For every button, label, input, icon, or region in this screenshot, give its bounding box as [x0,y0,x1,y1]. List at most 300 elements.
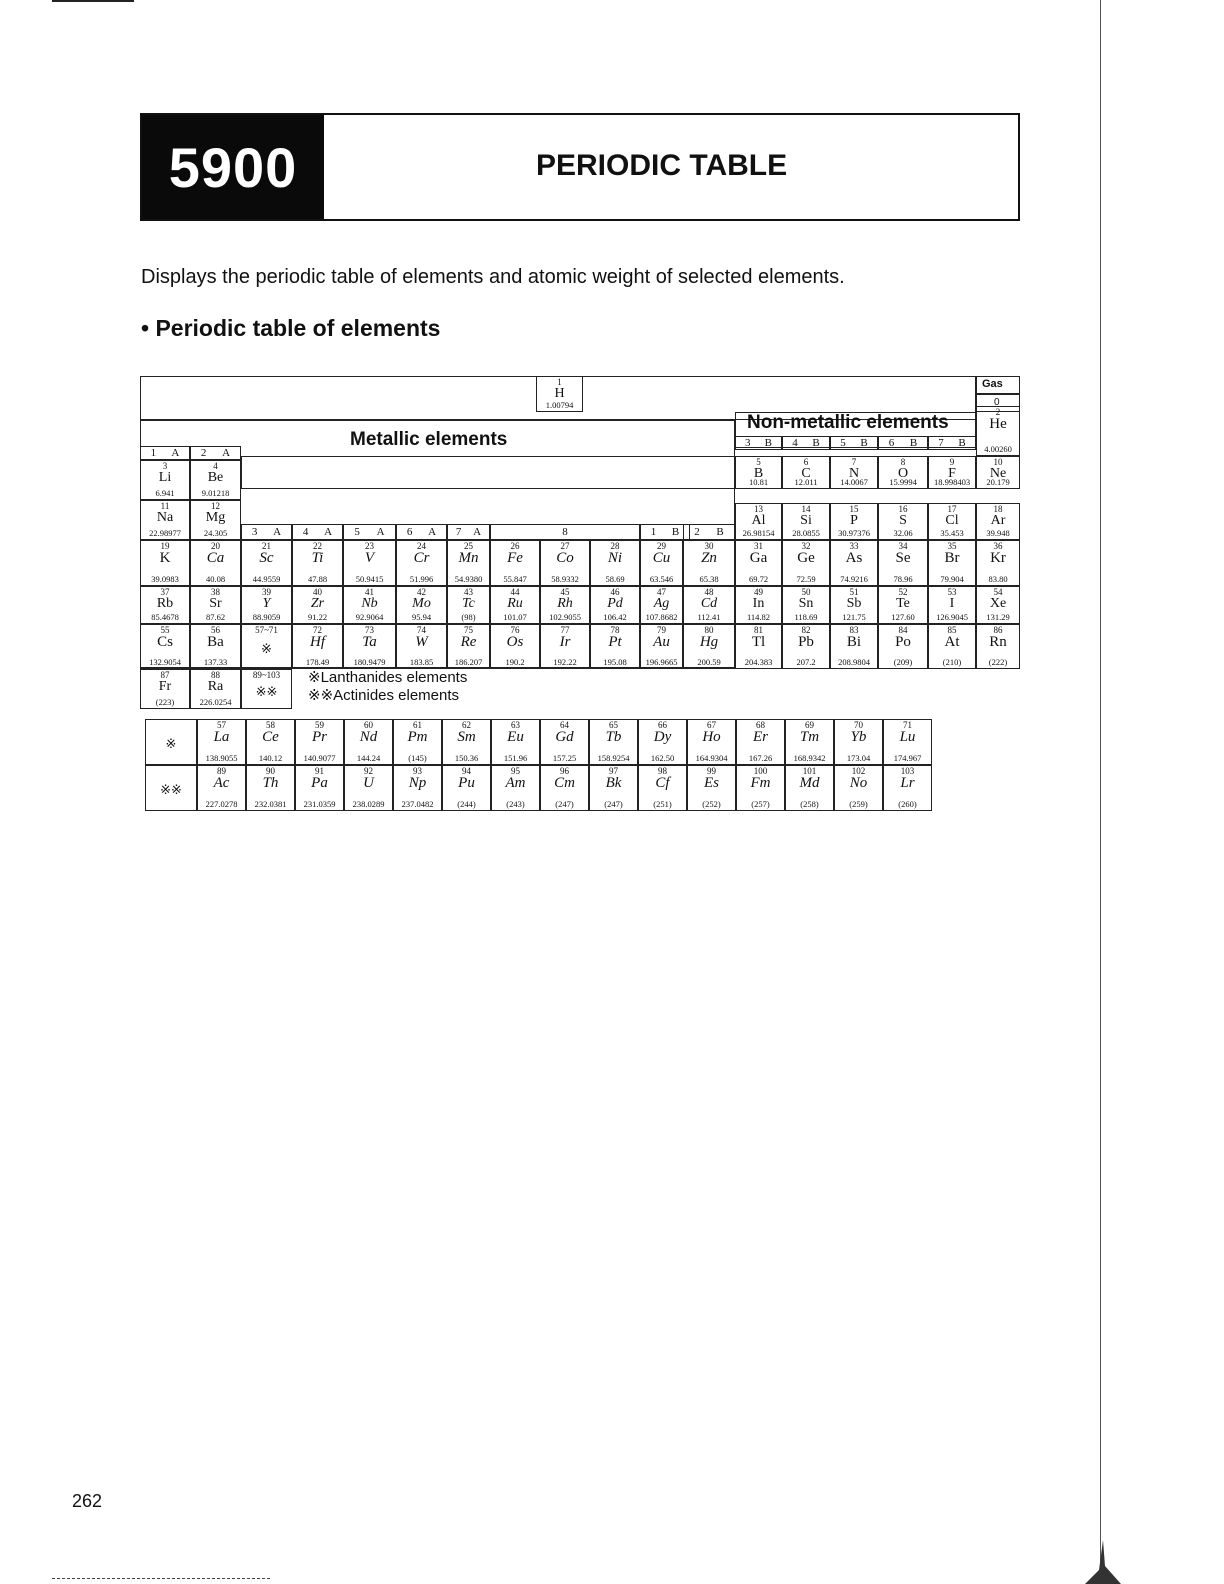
group-label-part: B [909,437,918,449]
element-cell-mn [447,540,490,586]
element-symbol: K [159,550,171,566]
atomic-number: 3 [162,461,168,471]
group-header-6b [878,436,928,450]
atomic-weight: 207.2 [796,657,816,667]
element-symbol: Ge [797,550,815,566]
atomic-number: 18 [993,504,1003,514]
atomic-number: 34 [898,541,908,551]
atomic-number: 46 [610,587,620,597]
atomic-number: 44 [510,587,520,597]
group-label-part: 6 [888,437,895,449]
atomic-number: 76 [510,625,520,635]
atomic-number: 25 [464,541,473,551]
element-cell-mo [396,586,447,624]
element-symbol: S [899,513,907,528]
atomic-number: 83 [849,625,859,635]
atomic-weight: 112.41 [697,612,721,622]
element-symbol: Th [262,775,279,791]
element-cell-pt [590,624,640,669]
element-cell-kr [976,540,1020,586]
atomic-weight: 140.9077 [303,753,336,763]
group-label-part: A [273,526,282,538]
atomic-number: 103 [900,766,915,776]
atomic-weight: 50.9415 [355,574,384,584]
element-cell-ba [190,624,241,669]
element-cell-v [343,540,396,586]
element-cell-la [197,719,246,765]
group-header-5b [830,436,878,450]
atomic-number: 100 [753,766,768,776]
element-cell-tm [785,719,834,765]
atomic-number: 5 [756,457,761,467]
atomic-weight: 162.50 [650,753,675,763]
element-symbol: Cm [554,775,575,791]
atomic-number: 63 [511,720,520,730]
group-header-2a [190,446,241,460]
element-cell-ac [197,765,246,811]
atomic-number: 54 [993,587,1003,597]
element-cell-in [735,586,782,624]
element-symbol: Tm [799,729,820,745]
element-cell-sb [830,586,878,624]
atomic-number: 91 [315,766,324,776]
element-cell-ti [292,540,343,586]
atomic-number: 42 [417,587,426,597]
lanthanides-legend: ※Lanthanides elements [308,669,468,686]
atomic-weight: 173.04 [846,753,871,763]
element-symbol: Bk [605,775,622,791]
atomic-number: 75 [464,625,473,635]
element-symbol: Xe [989,596,1007,611]
atomic-weight: 140.12 [258,753,283,763]
group-label-part: A [324,526,333,538]
element-symbol: Ta [362,634,377,650]
atomic-number: 69 [805,720,814,730]
element-symbol: Pb [798,634,814,650]
atomic-number: 66 [658,720,667,730]
atomic-number: 51 [849,587,859,597]
atomic-number: 13 [754,504,763,514]
atomic-number: 99 [707,766,716,776]
element-cell-ho [687,719,736,765]
element-cell-be [190,460,241,500]
footer-line [52,1578,270,1580]
element-symbol: Yb [850,729,867,745]
element-symbol: Br [944,550,960,566]
atomic-weight: 78.96 [893,574,913,584]
atomic-weight: 28.0855 [792,528,820,538]
element-cell-ce [246,719,295,765]
atomic-number: 55 [160,625,170,635]
element-cell-as [830,540,878,586]
atomic-weight: 12.011 [794,477,818,487]
atomic-weight: (252) [702,799,721,809]
atomic-weight: 167.26 [748,753,773,763]
group-label-part: 8 [562,526,568,538]
element-symbol: Ar [990,513,1006,528]
group-header-1a [140,446,190,460]
element-cell-np [393,765,442,811]
atomic-weight: 51.996 [409,574,434,584]
element-cell-ra [190,669,241,709]
group-header-2b [683,524,735,540]
element-symbol: Cl [945,513,959,528]
atomic-number: 48 [704,587,714,597]
atomic-weight: 226.0254 [199,697,232,707]
atomic-number: 67 [707,720,716,730]
atomic-weight: 200.59 [697,657,721,667]
element-symbol: V [364,550,375,566]
element-symbol: Sm [457,729,476,745]
element-symbol: As [845,550,863,566]
atomic-weight: 18.998403 [933,477,971,487]
atomic-number: 16 [898,504,908,514]
atomic-number: 37 [160,587,170,597]
atomic-number: 6 [803,457,809,467]
element-symbol: H [554,386,565,401]
element-symbol: Rn [989,634,1007,650]
element-symbol: At [944,634,960,650]
group-label-part: B [958,437,966,449]
atomic-weight: 30.97376 [838,528,870,538]
element-symbol: Pu [458,775,475,791]
element-symbol: I [949,596,955,611]
atomic-number: 94 [462,766,471,776]
element-cell-cf [638,765,687,811]
element-cell-os [490,624,540,669]
atomic-weight: 14.0067 [840,477,868,487]
intro-text: Displays the periodic table of elements and atomic weight of selected elements. [141,266,845,288]
atomic-weight: 186.207 [454,657,483,667]
atomic-number: 72 [313,625,322,635]
element-cell-lu [883,719,932,765]
section-title-heading: PERIODIC TABLE [536,149,788,182]
atomic-weight: 168.9342 [793,753,826,763]
element-cell-n [830,456,878,489]
atomic-weight: 87.62 [205,612,226,622]
atomic-number: 59 [315,720,324,730]
binding-mark-icon [1085,1540,1121,1584]
element-cell-cs [140,624,190,669]
atomic-weight: 183.85 [409,657,434,667]
element-cell-s [878,503,928,540]
element-symbol: Am [505,775,526,791]
element-symbol: Md [799,775,820,791]
atomic-number: 82 [801,625,811,635]
element-cell-tc [447,586,490,624]
element-cell-fm [736,765,785,811]
element-symbol: Se [895,550,911,566]
element-cell-h [536,376,583,412]
actinide-placeholder-cell [241,669,292,709]
atomic-weight: 6.941 [155,488,175,498]
group-label-part: 3 [251,526,258,538]
atomic-weight: (247) [604,799,623,809]
element-symbol: W [415,634,428,650]
element-cell-pa [295,765,344,811]
atomic-number: 38 [211,587,220,597]
element-symbol: Ca [206,550,225,566]
atomic-weight: 232.0381 [254,799,287,809]
element-cell-xe [976,586,1020,624]
element-cell-am [491,765,540,811]
element-cell-mg [190,500,241,540]
group-header-4a [292,524,343,540]
element-symbol: Cd [700,596,718,611]
atomic-weight: 178.49 [305,657,330,667]
lanthanide-range: 57~71 [255,625,278,635]
group-label-part: 4 [302,526,309,538]
atomic-weight: 58.9332 [551,574,579,584]
element-symbol: Ga [749,550,768,566]
atomic-number: 68 [756,720,765,730]
atomic-number: 22 [313,541,322,551]
element-symbol: Sn [798,596,814,611]
atomic-number: 92 [364,766,373,776]
atomic-weight: 101.07 [503,612,527,622]
element-symbol: Nb [361,596,378,611]
atomic-number: 96 [560,766,569,776]
atomic-weight: 35.453 [940,528,964,538]
element-cell-pb [782,624,830,669]
atomic-weight: 9.01218 [201,488,230,498]
element-cell-br [928,540,976,586]
atomic-number: 11 [160,501,170,511]
atomic-number: 53 [947,587,957,597]
atomic-weight: 118.69 [794,612,818,622]
element-cell-md [785,765,834,811]
atomic-weight: 151.96 [503,753,528,763]
group-header-7b [928,436,976,450]
element-symbol: Ho [702,729,721,745]
element-cell-ne [976,456,1020,489]
element-symbol: In [752,596,765,611]
element-symbol: Ni [607,550,623,566]
element-symbol: Tl [751,634,766,650]
atomic-number: 64 [560,720,569,730]
atomic-weight: (98) [461,612,476,622]
atomic-weight: 126.9045 [936,612,968,622]
atomic-weight: 1.00794 [545,400,574,410]
atomic-weight: 137.33 [203,657,228,667]
element-cell-w [396,624,447,669]
element-symbol: Na [156,510,174,525]
element-cell-cd [683,586,735,624]
atomic-number: 90 [266,766,275,776]
group-header-7a [447,524,490,540]
atomic-weight: 47.88 [307,574,328,584]
group-label-part: A [222,447,231,459]
group-label-part: 6 [406,526,413,538]
atomic-number: 21 [262,541,271,551]
zero-label: 0 [994,397,1000,408]
atomic-number: 86 [993,625,1003,635]
atomic-number: 58 [266,720,275,730]
metallic-elements-label: Metallic elements [350,429,508,450]
element-cell-nb [343,586,396,624]
atomic-weight: 26.98154 [742,528,775,538]
element-cell-pm [393,719,442,765]
section-number: 5900 [142,115,324,219]
element-cell-es [687,765,736,811]
element-symbol: Ru [507,596,523,611]
group-header-3b [735,436,782,450]
atomic-weight: 83.80 [988,574,1008,584]
element-symbol: Pt [608,634,622,650]
atomic-number: 56 [211,625,220,635]
element-symbol: Ce [262,729,279,745]
atomic-number: 20 [211,541,220,551]
element-symbol: Te [896,596,910,611]
element-symbol: Zr [310,596,325,611]
element-symbol: Pr [312,729,327,745]
atomic-weight: (209) [893,657,913,667]
element-symbol: F [948,466,956,481]
element-cell-ni [590,540,640,586]
element-cell-er [736,719,785,765]
group-label-part: 5 [354,526,360,538]
atomic-weight: 74.9216 [840,574,868,584]
atomic-number: 30 [704,541,714,551]
atomic-weight: 32.06 [893,528,913,538]
atomic-weight: (260) [898,799,917,809]
element-symbol: Er [753,729,768,745]
periodic-table-heading: • Periodic table of elements [141,315,441,341]
element-symbol: Bi [846,634,862,650]
atomic-number: 40 [313,587,322,597]
element-cell-sm [442,719,491,765]
element-cell-sn [782,586,830,624]
element-cell-zr [292,586,343,624]
element-symbol: La [213,729,230,745]
atomic-weight: 192.22 [553,657,577,667]
element-symbol: Hg [699,634,719,650]
group-label-part: B [812,437,820,449]
atomic-number: 43 [464,587,473,597]
element-cell-bk [589,765,638,811]
group-label-part: 7 [938,437,944,449]
element-symbol: Lr [900,775,915,791]
element-symbol: Mn [458,550,479,566]
atomic-number: 98 [658,766,667,776]
group-header-6a [396,524,447,540]
atomic-number: 61 [413,720,422,730]
element-symbol: Es [704,775,719,791]
atomic-number: 65 [609,720,618,730]
atomic-weight: (257) [751,799,770,809]
element-cell-pd [590,586,640,624]
element-cell-fe [490,540,540,586]
atomic-weight: 190.2 [505,657,525,667]
group-label-part: A [376,526,385,538]
atomic-number: 2 [995,407,1001,417]
element-symbol: Gd [555,729,574,745]
element-cell-ag [640,586,683,624]
actinides-legend: ※※Actinides elements [308,687,460,704]
atomic-number: 101 [802,766,817,776]
atomic-weight: 150.36 [454,753,479,763]
atomic-weight: 158.9254 [597,753,630,763]
element-symbol: Nd [359,729,378,745]
group-label-part: B [764,437,772,449]
element-symbol: Ba [207,634,224,650]
element-symbol: U [363,775,374,791]
atomic-weight: 79.904 [940,574,964,584]
element-cell-te [878,586,928,624]
element-symbol: Fr [158,679,172,694]
element-cell-pu [442,765,491,811]
atomic-weight: 15.9994 [889,477,917,487]
element-symbol: Kr [990,550,1006,566]
element-symbol: Dy [653,729,672,745]
atomic-weight: 174.967 [893,753,922,763]
atomic-weight: 131.29 [986,612,1010,622]
section-header [140,113,1020,221]
atomic-number: 50 [801,587,811,597]
element-symbol: Sb [846,596,862,611]
group-label-part: 2 [694,526,700,538]
element-symbol: Re [460,634,477,650]
element-symbol: No [849,775,868,791]
atomic-weight: 69.72 [748,574,769,584]
atomic-weight: 40.08 [205,574,226,584]
element-symbol: Mo [412,596,431,611]
atomic-number: 17 [947,504,957,514]
atomic-number: 33 [849,541,859,551]
element-cell-fr [140,669,190,709]
atomic-number: 32 [801,541,811,551]
element-cell-cm [540,765,589,811]
element-cell-ir [540,624,590,669]
atomic-weight: (244) [457,799,476,809]
atomic-number: 19 [160,541,170,551]
element-cell-zn [683,540,735,586]
periodic-table [140,376,1020,711]
element-cell-hf [292,624,343,669]
atomic-number: 29 [657,541,666,551]
lanthanide-placeholder-cell [241,624,292,669]
group-label-part: 5 [840,437,846,449]
atomic-number: 7 [851,457,857,467]
atomic-weight: (210) [942,657,962,667]
atomic-number: 97 [609,766,618,776]
atomic-weight: 180.9479 [353,657,386,667]
atomic-weight: 144.24 [356,753,381,763]
element-symbol: Ac [213,775,230,791]
element-symbol: Sr [209,596,222,611]
atomic-number: 93 [413,766,422,776]
group-label-part: B [716,526,724,538]
element-cell-y [241,586,292,624]
atomic-weight: 204.383 [744,657,773,667]
element-cell-sr [190,586,241,624]
group-label-part: A [428,526,437,538]
atomic-weight: 114.82 [746,612,771,622]
element-symbol: Ti [311,550,324,566]
element-cell-dy [638,719,687,765]
element-symbol: Po [895,634,911,650]
atomic-weight: 121.75 [842,612,866,622]
atomic-number: 4 [213,461,218,471]
group-label-part: 3 [745,437,751,449]
group-header-4b [782,436,830,450]
element-cell-p [830,503,878,540]
atomic-number: 23 [365,541,374,551]
element-cell-hg [683,624,735,669]
atomic-number: 95 [511,766,520,776]
atomic-weight: 195.08 [603,657,627,667]
atomic-number: 41 [365,587,374,597]
